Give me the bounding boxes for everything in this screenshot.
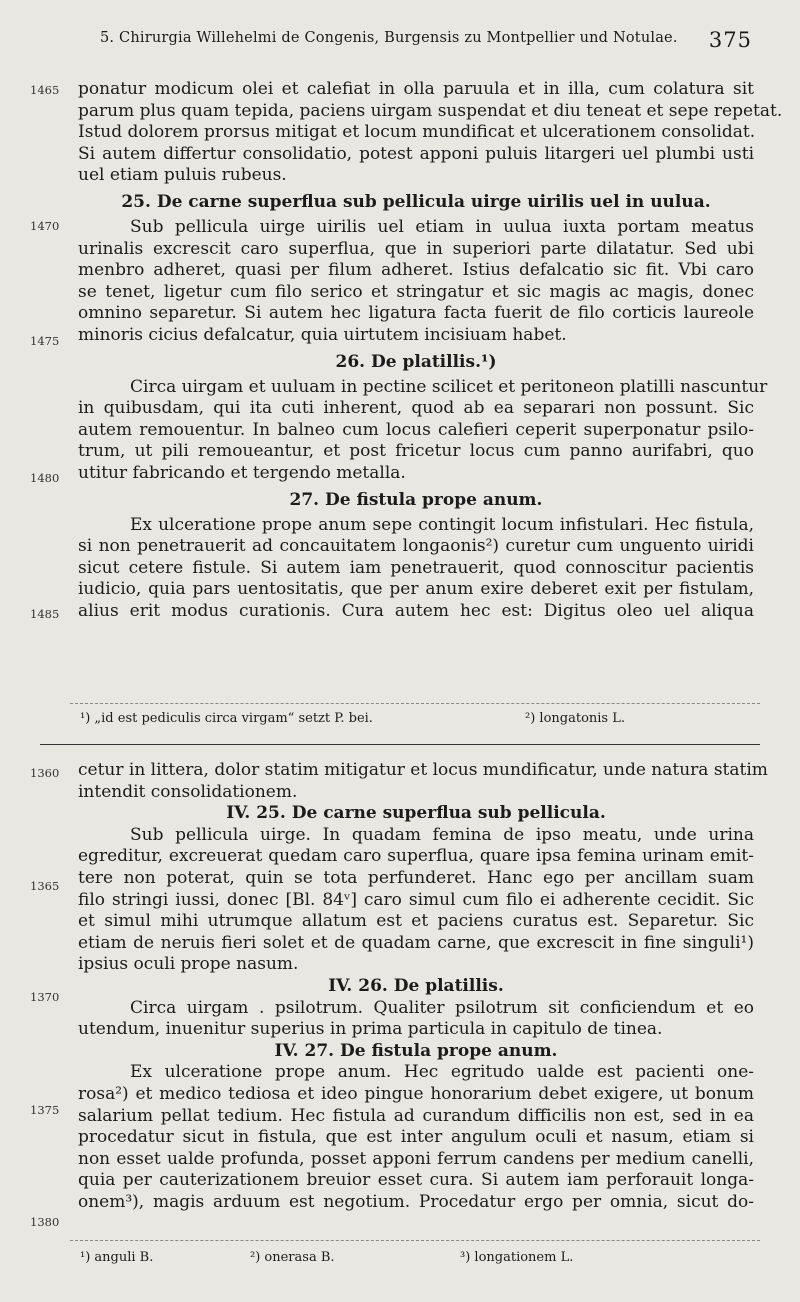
footnote-rule (70, 1240, 760, 1241)
text-line: ponatur modicum olei et calefiat in olla paruula et in illa, cum colatura sit (78, 79, 754, 99)
text-line: Circa uirgam et uuluam in pectine scilicet et peritoneon platilli nascuntur (130, 376, 768, 397)
text-line: uel etiam puluis rubeus. (78, 165, 287, 186)
running-title: 5. Chirurgia Willehelmi de Congenis, Burgensis zu Montpellier und Notulae. (100, 30, 678, 46)
text-line: Circa uirgam . psilotrum. Qualiter psilotrum sit conficiendum et eo (130, 997, 754, 1018)
text-line: Sub pellicula uirge uirilis uel etiam in uulua iuxta portam meatus (130, 216, 754, 237)
text-line: in quibusdam, qui ita cuti inherent, quod ab ea separari non possunt. Sic (78, 398, 754, 419)
text-line: omnino separetur. Si autem hec ligatura facta fuerit de filo corticis laureole (78, 303, 754, 324)
footnote: ¹) „id est pediculis circa virgam“ setzt P. bei. (80, 711, 373, 726)
line-number: 1370 (30, 990, 60, 1004)
footnote: ²) longatonis L. (525, 711, 625, 726)
footnote: ²) onerasa B. (250, 1250, 335, 1265)
section-heading: IV. 27. De fistula prope anum. (274, 1040, 558, 1061)
text-line: cetur in littera, dolor statim mitigatur et locus mundificatur, unde natura statim (78, 760, 768, 780)
text-line: onem³), magis arduum est negotium. Procedatur ergo per omnia, sicut do- (78, 1191, 754, 1212)
text-line: et simul mihi utrumque allatum est et paciens curatus est. Separetur. Sic (78, 911, 754, 932)
text-line: menbro adheret, quasi per filum adheret. Istius defalcatio sic fit. Vbi caro (78, 260, 754, 281)
line-number: 1480 (30, 471, 60, 485)
line-number: 1380 (30, 1215, 60, 1229)
section-divider (40, 744, 760, 745)
text-line: utitur fabricando et tergendo metalla. (78, 462, 406, 483)
line-number: 1365 (30, 879, 60, 893)
line-number: 1465 (30, 83, 60, 97)
text-line: etiam de neruis fieri solet et de quadam carne, que excrescit in fine singuli¹) (78, 932, 754, 953)
line-number: 1470 (30, 219, 60, 233)
text-line: minoris cicius defalcatur, quia uirtutem incisiuam habet. (78, 324, 567, 345)
text-line: procedatur sicut in fistula, que est inter angulum oculi et nasum, etiam si (78, 1127, 754, 1148)
footnote: ¹) anguli B. (80, 1250, 154, 1265)
section-heading: IV. 26. De platillis. (328, 975, 504, 996)
text-line: iudicio, quia pars uentositatis, que per anum exire deberet exit per fistulam, (78, 579, 754, 600)
footnote-rule (70, 703, 760, 704)
page-number: 375 (708, 28, 752, 52)
line-number: 1360 (30, 766, 60, 780)
text-line: egreditur, excreuerat quedam caro superflua, quare ipsa femina urinam emit- (78, 846, 754, 867)
text-line: salarium pellat tedium. Hec fistula ad curandum difficilis non est, sed in ea (78, 1105, 754, 1126)
text-line: Ex ulceratione prope anum. Hec egritudo ualde est pacienti one- (130, 1062, 754, 1083)
text-line: Sub pellicula uirge. In quadam femina de ipso meatu, unde urina (130, 824, 754, 845)
section-heading: 25. De carne superflua sub pellicula uirge uirilis uel in uulua. (121, 191, 711, 212)
text-line: si non penetrauerit ad concauitatem longaonis²) curetur cum unguento uiridi (78, 536, 754, 557)
text-line: utendum, inuenitur superius in prima particula in capitulo de tinea. (78, 1019, 663, 1040)
section-heading: 27. De fistula prope anum. (289, 489, 543, 510)
text-line: quia per cauterizationem breuior esset cura. Si autem iam perforauit longa- (78, 1170, 754, 1191)
text-line: autem remouentur. In balneo cum locus calefieri ceperit superponatur psilo- (78, 419, 754, 440)
text-line: ipsius oculi prope nasum. (78, 954, 299, 975)
section-heading: IV. 25. De carne superflua sub pellicula. (226, 803, 606, 824)
text-line: filo stringi iussi, donec [Bl. 84ᵛ] caro simul cum filo ei adherente cecidit. Sic (78, 889, 754, 910)
line-number: 1485 (30, 607, 60, 621)
text-line: parum plus quam tepida, paciens uirgam suspendat et diu teneat et sepe repetat. (78, 100, 783, 121)
text-line: Ex ulceratione prope anum sepe contingit locum infistulari. Hec fistula, (130, 514, 754, 535)
line-number: 1375 (30, 1103, 60, 1117)
text-line: Istud dolorem prorsus mitigat et locum mundificat et ulcerationem consolidat. (78, 122, 756, 143)
text-line: se tenet, ligetur cum filo serico et stringatur et sic magis ac magis, donec (78, 281, 754, 302)
upper-text-block (78, 79, 783, 622)
section-heading: 26. De platillis.¹) (335, 351, 497, 372)
text-line: non esset ualde profunda, posset apponi ferrum candens per medium canelli, (78, 1148, 754, 1169)
footnote: ³) longationem L. (460, 1250, 574, 1265)
line-number: 1475 (30, 334, 60, 348)
text-line: Si autem differtur consolidatio, potest apponi puluis litargeri uel plumbi usti (78, 143, 754, 164)
text-line: tere non poterat, quin se tota perfunderet. Hanc ego per ancillam suam (78, 867, 754, 888)
text-line: sicut cetere fistule. Si autem iam penetrauerit, quod connoscitur pacientis (78, 557, 754, 578)
lower-text-block (78, 760, 768, 1213)
text-line: alius erit modus curationis. Cura autem hec est: Digitus oleo uel aliqua (78, 600, 754, 621)
text-line: trum, ut pili remoueantur, et post fricetur locus cum panno aurifabri, quo (78, 441, 754, 462)
text-line: intendit consolidationem. (78, 781, 298, 802)
text-line: rosa²) et medico tediosa et ideo pingue honorarium debet exigere, ut bonum (78, 1083, 754, 1104)
text-line: urinalis excrescit caro superflua, que in superiori parte dilatatur. Sed ubi (78, 238, 754, 259)
